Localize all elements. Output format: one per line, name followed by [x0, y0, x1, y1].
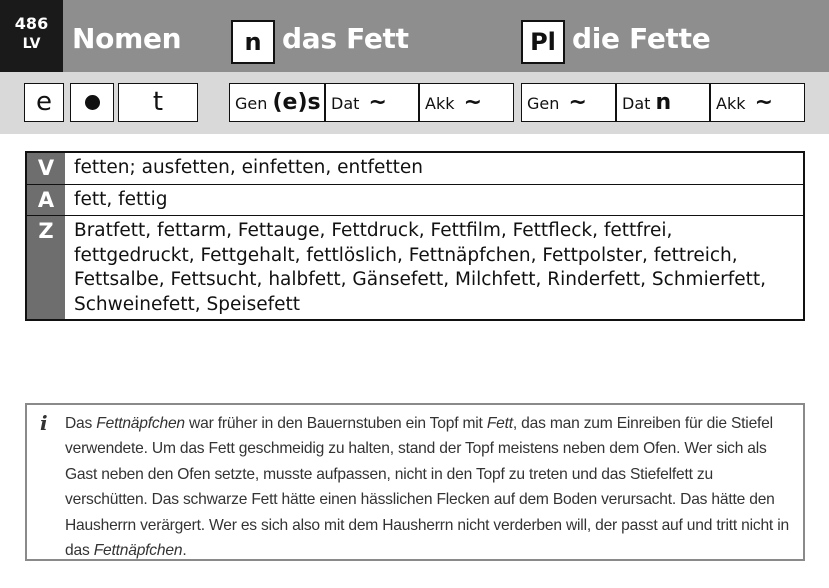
- plural-form: die Fette: [572, 22, 711, 55]
- plural-dative: [616, 83, 710, 122]
- plural-accusative: [710, 83, 805, 122]
- case-ending: ~: [463, 90, 483, 115]
- gender-e-box: e: [24, 83, 64, 122]
- case-label: Akk: [425, 94, 455, 113]
- singular-genitive: [229, 83, 325, 122]
- related-compounds-row: [27, 216, 803, 319]
- plural-genitive: [521, 83, 616, 122]
- gender-dot-box: [70, 83, 114, 122]
- entry-number: 486: [14, 14, 49, 33]
- case-ending: n: [655, 90, 672, 115]
- singular-form: das Fett: [282, 22, 409, 55]
- case-ending: (e)s: [272, 90, 321, 115]
- case-ending: ~: [568, 90, 587, 115]
- word-class: Nomen: [72, 22, 182, 55]
- related-adjectives-row: [27, 185, 803, 215]
- filled-dot-icon: [85, 95, 100, 110]
- info-i-icon: i: [40, 411, 48, 435]
- case-label: Dat: [331, 94, 360, 113]
- entry-header: [0, 0, 829, 72]
- row-letter: V: [27, 153, 65, 184]
- related-verbs: fetten; ausfetten, einfetten, entfetten: [74, 157, 423, 178]
- plural-marker: Pl: [521, 20, 565, 64]
- related-words-table: [25, 151, 805, 321]
- row-letter: Z: [27, 216, 65, 319]
- row-letter: A: [27, 185, 65, 215]
- emphasis: Fett: [486, 415, 513, 432]
- case-label: Akk: [716, 94, 746, 113]
- entry-number-badge: [0, 0, 63, 72]
- singular-dative: [325, 83, 419, 122]
- case-ending: ~: [754, 90, 774, 115]
- related-adjectives: fett, fettig: [74, 189, 168, 210]
- case-ending: ~: [368, 90, 387, 115]
- related-verbs-row: [27, 153, 803, 184]
- case-label: Gen: [235, 94, 268, 113]
- gender-t-box: t: [118, 83, 198, 122]
- singular-accusative: [419, 83, 514, 122]
- related-compounds: Bratfett, fettarm, Fettauge, Fettdruck, Fettfilm, Fettfleck, fettfrei, fettgedruckt, Fettgehalt, fettlöslich, Fettnäpfchen, Fettpolster, fettreich, Fettsalbe, Fettsucht, halbfett, Gänsefett, Milchfett, Rinderfett, Schmierfett, Schweinefett, Speisefett: [74, 220, 766, 315]
- case-label: Gen: [527, 94, 560, 113]
- info-box: [25, 403, 805, 561]
- case-label: Dat: [622, 94, 651, 113]
- info-text: Das Fettnäpfchen war früher in den Bauernstuben ein Topf mit Fett, das man zum Einreiben für die Stiefel verwendete. Um das Fett geschmeidig zu halten, stand der Topf meistens neben dem Ofen. Wer sich als Gast neben den Ofen setzte, musste aufpassen, nicht in den Topf zu treten und das Stiefelfett zu verschütten. Das schwarze Fett hätte einen hässlichen Flecken auf dem Boden verursacht. Das hätte den Hausherrn verärgert. Wer es sich also mit dem Hausherrn nicht verderben will, der passt auf und tritt nicht in das Fettnäpfchen.: [65, 415, 789, 560]
- entry-level: LV: [22, 36, 41, 52]
- singular-marker: n: [231, 20, 275, 64]
- emphasis: Fettnäpfchen: [93, 542, 183, 560]
- emphasis: Fettnäpfchen: [96, 415, 185, 432]
